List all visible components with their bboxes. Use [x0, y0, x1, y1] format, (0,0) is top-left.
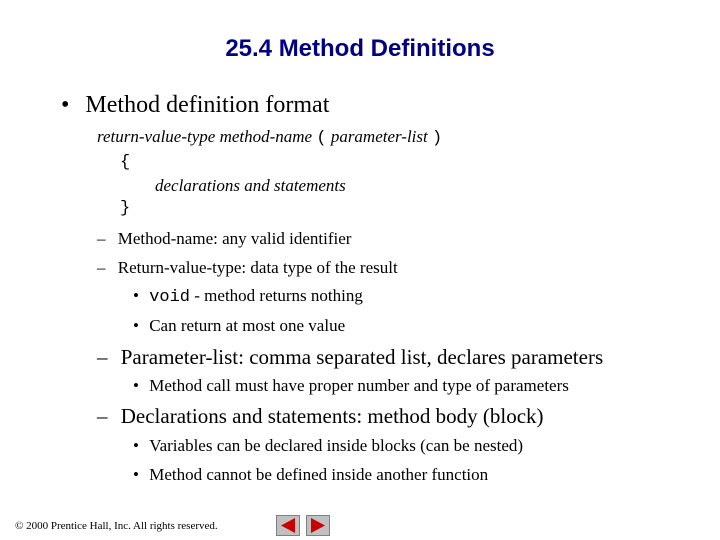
dash-item-parameter-list	[97, 345, 603, 370]
dash-symbol: –	[97, 404, 108, 428]
bullet-main-text: Method definition format	[85, 92, 330, 118]
format-signature: return-value-type method-name	[97, 127, 313, 146]
bullet-symbol: •	[61, 92, 70, 118]
sub-item-method-call	[133, 376, 569, 396]
format-paren-open: (	[316, 129, 327, 148]
dash-symbol: –	[97, 258, 106, 277]
dash-symbol: –	[97, 345, 108, 369]
format-body: declarations and statements	[155, 176, 346, 195]
dash-item-text: Parameter-list: comma separated list, declares parameters	[120, 345, 604, 369]
sub-item-text: Method cannot be defined inside another function	[149, 465, 489, 484]
dash-item-text: Declarations and statements: method body (block)	[120, 404, 544, 428]
void-keyword: void	[149, 288, 191, 307]
sub-item-variables	[133, 436, 523, 456]
sub-item-no-nested-def	[133, 465, 488, 485]
format-line	[97, 127, 442, 148]
sub-item-void	[133, 286, 363, 307]
dash-symbol: –	[97, 229, 106, 248]
bullet-symbol: •	[133, 465, 139, 484]
dash-item-text: Method-name: any valid identifier	[117, 229, 352, 248]
sub-item-text: Variables can be declared inside blocks (can be nested)	[149, 436, 524, 455]
format-parameter-list: parameter-list	[326, 127, 432, 146]
dash-item-declarations	[97, 404, 544, 429]
format-brace-close: }	[120, 199, 131, 218]
copyright-footer: © 2000 Prentice Hall, Inc. All rights reserved.	[15, 520, 218, 532]
format-paren-close: )	[432, 129, 443, 148]
bullet-symbol: •	[133, 436, 139, 455]
bullet-symbol: •	[133, 376, 139, 395]
sub-item-text: Can return at most one value	[149, 316, 346, 335]
void-description: - method returns nothing	[190, 286, 363, 305]
bullet-symbol: •	[133, 286, 139, 305]
triangle-right-icon	[307, 516, 329, 535]
bullet-main	[61, 92, 329, 119]
dash-item-method-name	[97, 229, 351, 249]
sub-item-text: Method call must have proper number and type of parameters	[149, 376, 569, 395]
previous-slide-button[interactable]	[276, 515, 300, 536]
slide-title: 25.4 Method Definitions	[225, 35, 495, 62]
dash-item-text: Return-value-type: data type of the result	[117, 258, 398, 277]
sub-item-return-one	[133, 316, 345, 336]
next-slide-button[interactable]	[306, 515, 330, 536]
bullet-symbol: •	[133, 316, 139, 335]
format-brace-open: {	[120, 153, 131, 172]
dash-item-return-type	[97, 258, 398, 278]
triangle-left-icon	[277, 516, 299, 535]
